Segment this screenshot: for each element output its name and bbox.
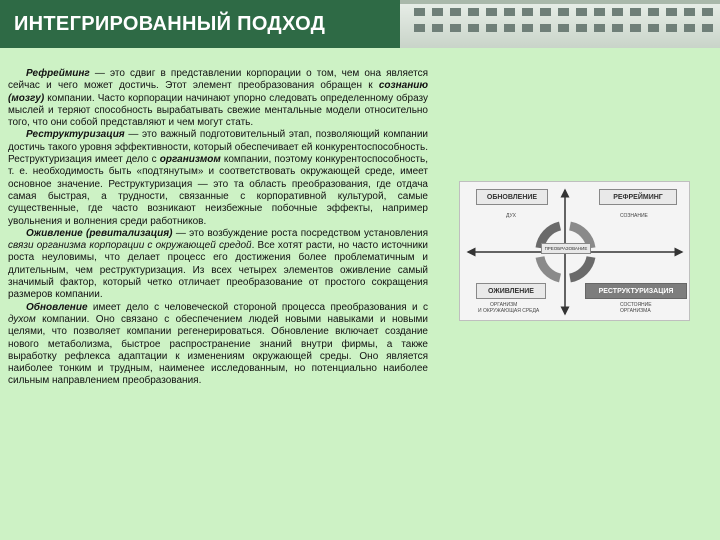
- body-text: [8, 68, 428, 388]
- paragraph-revitalization: Оживление (ревитализация) — это возбуждение роста посредством установления связи организма корпорации с окружающей средой. Все хотят расти, но часто источники роста неуловимы, что делает процесс его достижения более проблематичным и длительным, чем реструктуризация. Из всех четырех элементов оживление самый значимый фактор, который четко отличает преобразование от простого сокращения размеров компании.: [8, 227, 429, 301]
- box-revitalization: ОЖИВЛЕНИЕ: [476, 283, 546, 299]
- cycle-arrow-4: [540, 257, 560, 278]
- term-renewal: Обновление: [26, 301, 88, 313]
- term-reframing: Рефрейминг: [26, 68, 90, 79]
- box-renewal: ОБНОВЛЕНИЕ: [476, 189, 548, 205]
- transformation-diagram: [459, 181, 690, 321]
- page-title: ИНТЕГРИРОВАННЫЙ ПОДХОД: [14, 13, 326, 35]
- cycle-arrow-3: [570, 257, 591, 278]
- label-organism-env-2: И ОКРУЖАЮЩАЯ СРЕДА: [478, 308, 540, 314]
- paragraph-restructuring: Реструктуризация — это важный подготовительный этап, позволяющий компании достичь такого уровня эффективности, который обеспечивает ей конкурентоспособность. Реструктуризация имеет дело с организмом компании, поэтому конкурентоспособность, т. е. необходимость быть «подтянутым» и соответствовать окружающей среде, имеет основное значение. Реструктуризация — это та область преобразования, где отдача самая быстрая, а трудности, связанные с корпоративной культурой, самые существенные, где часто возникают неизбежные побочные эффекты, например увольнения и волнения среди работников.: [8, 129, 428, 227]
- label-spirit: ДУХ: [506, 213, 516, 219]
- label-mind: СОЗНАНИЕ: [620, 213, 648, 219]
- paragraph-renewal: Обновление имеет дело с человеческой стороной процесса преобразования и с духом компании. Оно связано с обеспечением людей новыми навыками и новыми целями, что позволяет компании регенерироваться. Обновление включает создание нового метаболизма, быстрое распространение знаний внутри фирмы, а также выработку рефлекса адаптации к изменениям окружающей среды. Оно является наиболее тонким и трудным, наименее исследованным, но потенциально наиболее сильным направлением преобразования.: [8, 301, 428, 387]
- term-restructuring: Реструктуризация: [26, 129, 125, 141]
- label-state-2: ОРГАНИЗМА: [620, 308, 651, 314]
- label-transformation: ПРЕОБРАЗОВАНИЕ: [541, 243, 591, 254]
- header-bar: [0, 0, 720, 48]
- term-revitalization: Оживление (ревитализация): [26, 227, 173, 239]
- label-state-1: СОСТОЯНИЕ: [620, 302, 652, 308]
- paragraph-reframing: Рефрейминг — это сдвиг в представлении корпорации о том, чем она является сейчас и чего может достичь. Этот элемент преобразования обращен к сознанию (мозгу) компании. Часто корпорации начинают упорно следовать определенному образу мыслей и теряют способность вырабатывать свежие ментальные модели относительно того, что они собой представляют и чем могут стать.: [8, 68, 428, 129]
- box-restructuring: РЕСТРУКТУРИЗАЦИЯ: [585, 283, 687, 299]
- building-photo: [400, 0, 720, 48]
- box-reframing: РЕФРЕЙМИНГ: [599, 189, 677, 205]
- label-organism-env-1: ОРГАНИЗМ: [490, 302, 518, 308]
